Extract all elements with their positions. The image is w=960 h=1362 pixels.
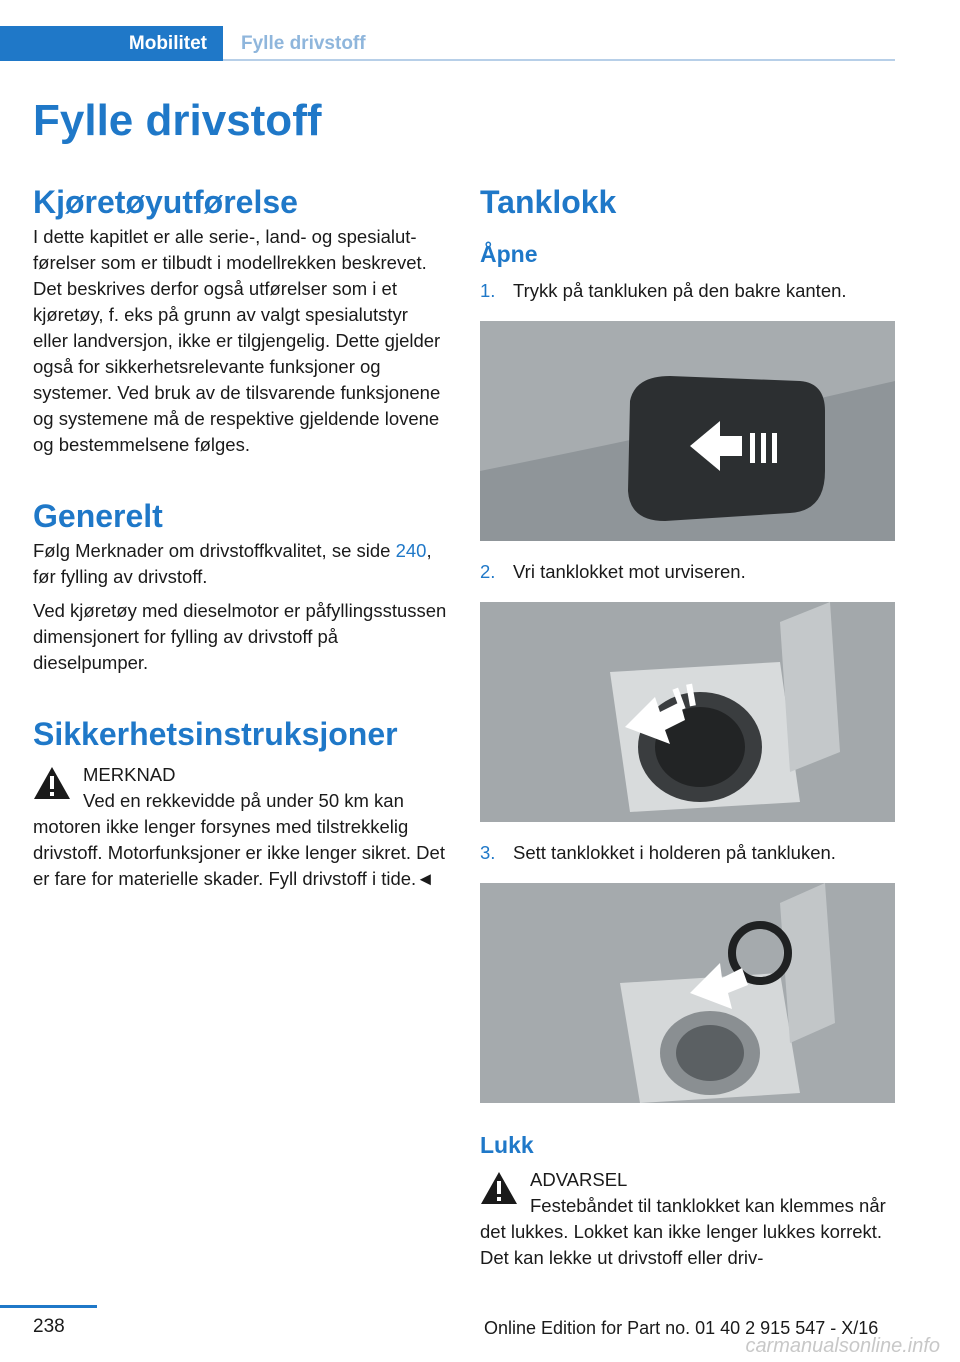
warning-tag: ADVARSEL bbox=[530, 1169, 628, 1190]
heading-vehicle-version: Kjøretøyutførelse bbox=[33, 184, 298, 220]
photo-press-fuel-flap bbox=[480, 321, 895, 541]
step-number: 1. bbox=[480, 280, 496, 301]
warning-box bbox=[480, 1167, 895, 1193]
notice-text: Ved en rekkevidde på under 50 km kan motoren ikke lenger forsynes med tilstrekkelig drivstoff. Motorfunksjoner er ikke lenger sikret. Det er fare for materielle skader. Fyll drivstoff i tide.◄ bbox=[33, 790, 445, 889]
photo-turn-fuel-cap bbox=[480, 602, 895, 822]
warning-triangle-icon bbox=[480, 1171, 518, 1205]
page-link-240[interactable]: 240 bbox=[395, 540, 427, 561]
step-number: 3. bbox=[480, 842, 496, 863]
watermark: carmanualsonline.info bbox=[745, 1335, 940, 1357]
warning-text: Festebåndet til tanklokket kan klemmes når det lukkes. Lokket kan ikke lenger lukkes korrekt. Det kan lekke ut drivstoff eller driv- bbox=[480, 1195, 886, 1268]
notice-tag: MERKNAD bbox=[83, 764, 176, 785]
heading-open: Åpne bbox=[480, 241, 538, 267]
heading-general: Generelt bbox=[33, 498, 163, 534]
step-text: Trykk på tankluken på den bakre kanten. bbox=[513, 280, 847, 301]
heading-fuel-cap: Tanklokk bbox=[480, 184, 617, 220]
header-section-label: Mobilitet bbox=[128, 33, 207, 54]
page-title: Fylle drivstoff bbox=[33, 96, 322, 145]
step-text: Sett tanklokket i holderen på tankluken. bbox=[513, 842, 836, 863]
footer-rule bbox=[0, 1305, 97, 1308]
step-2 bbox=[480, 559, 895, 585]
header-topic-label: Fylle drivstoff bbox=[241, 33, 366, 54]
step-3 bbox=[480, 840, 895, 866]
header-rule bbox=[223, 59, 895, 61]
step-text: Vri tanklokket mot urviseren. bbox=[513, 561, 746, 582]
step-number: 2. bbox=[480, 561, 496, 582]
step-1 bbox=[480, 278, 895, 304]
vehicle-version-text: I dette kapitlet er alle serie-, land- og spesialutførelser som er tilbudt i modellrekken beskrevet. Det beskrives derfor også utførelser som i et kjøretøy, f. eks på grunn av valgt spesialutstyr eller landversjon, ikke er tilgjengelig. Dette gjelder også for sikkerhetsrelevante funksjoner og systemer. Ved bruk av de tilsvarende funksjonene og systemene må de respektive gjeldende lovene og bestemmelsene følges. bbox=[33, 226, 441, 455]
heading-close: Lukk bbox=[480, 1132, 534, 1158]
page-number: 238 bbox=[33, 1316, 65, 1337]
heading-safety: Sikkerhetsinstruksjoner bbox=[33, 716, 398, 752]
left-column bbox=[33, 180, 448, 892]
running-header bbox=[0, 26, 895, 61]
online-edition-note: Online Edition for Part no. 01 40 2 915 547 - X/16 bbox=[484, 1318, 879, 1338]
general-text-1: Følg Merknader om drivstoffkvalitet, se side 240, før fylling av drivstoff. bbox=[33, 540, 432, 587]
warning-triangle-icon bbox=[33, 766, 71, 800]
right-column bbox=[480, 180, 895, 1271]
general-text-2: Ved kjøretøy med dieselmotor er påfyllingsstussen dimensjonert for fylling av drivstoff på dieselpumper. bbox=[33, 600, 447, 673]
notice-box bbox=[33, 762, 448, 788]
photo-cap-in-holder bbox=[480, 883, 895, 1103]
